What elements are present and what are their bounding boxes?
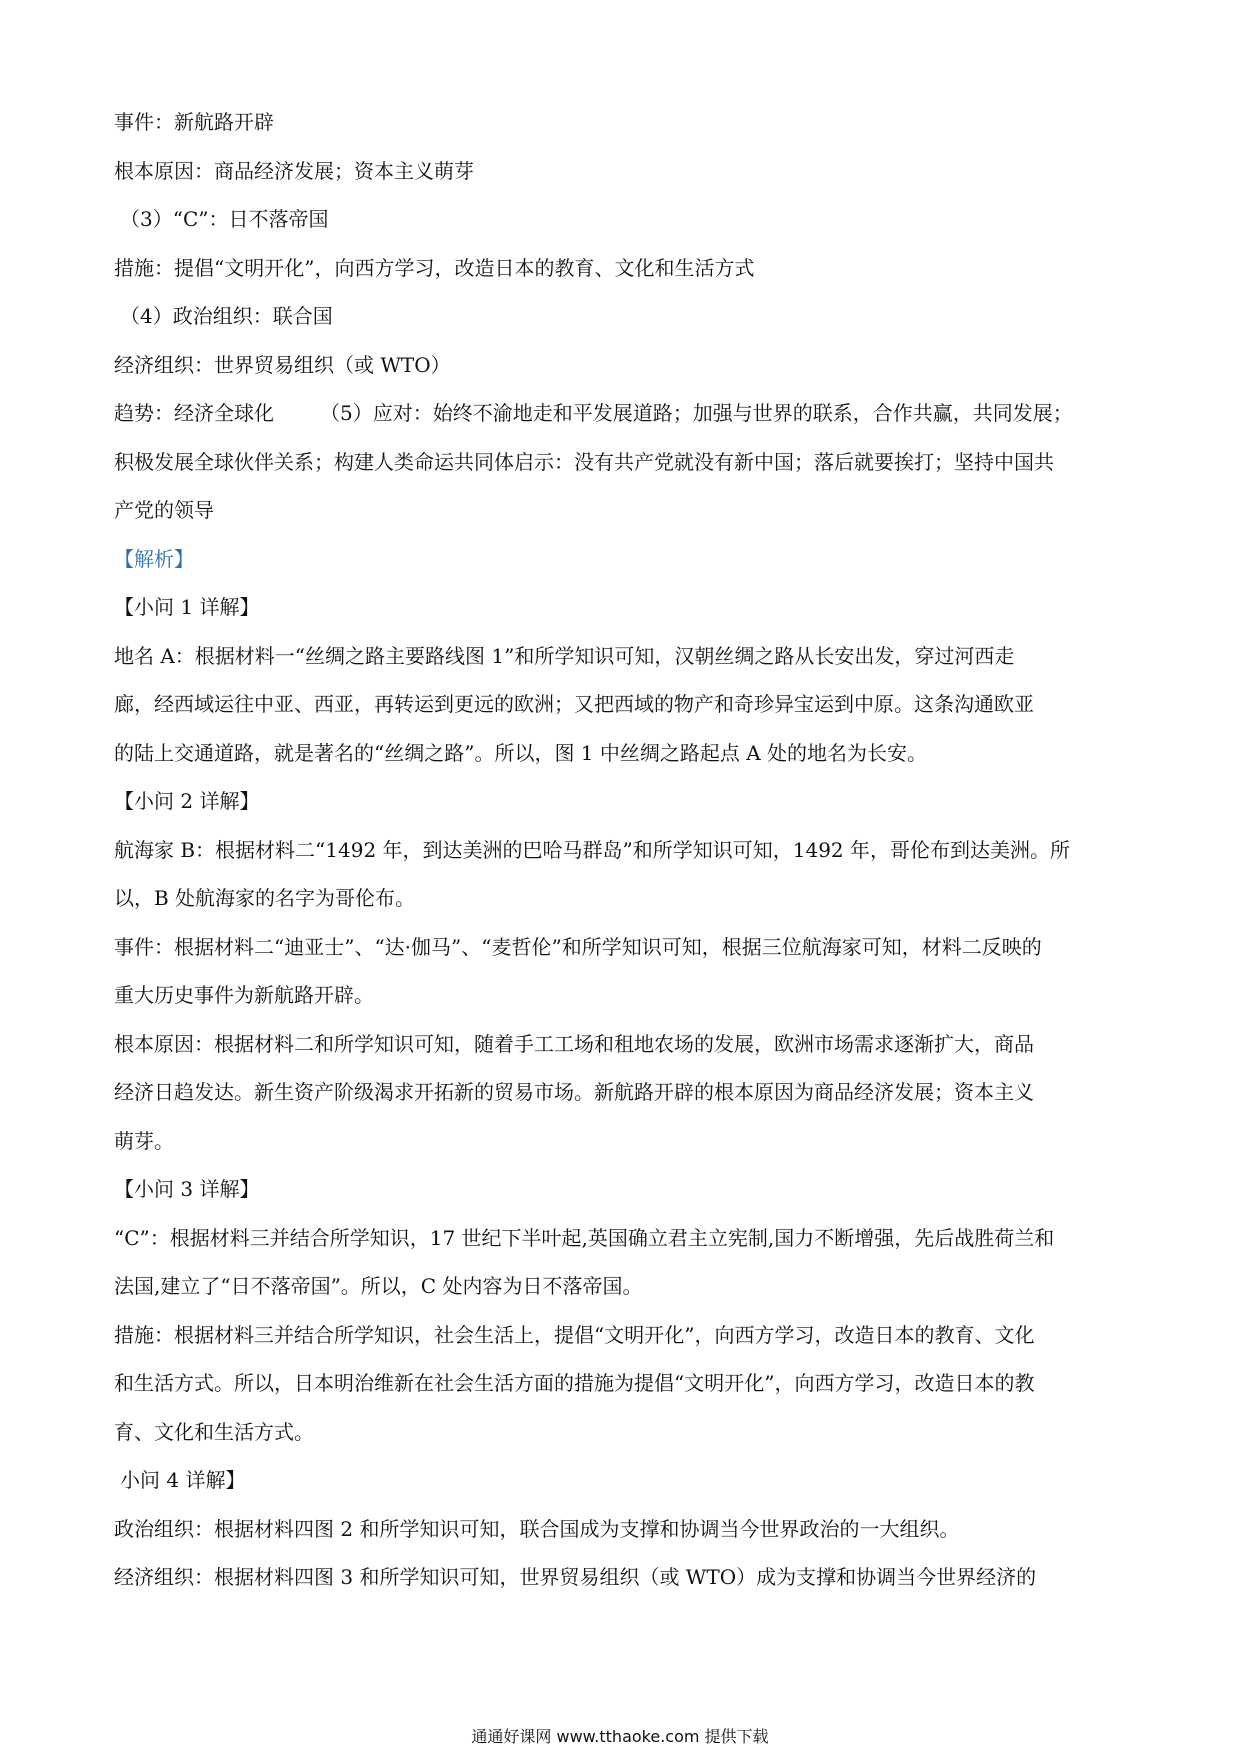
analysis-line: 重大历史事件为新航路开辟。 — [114, 983, 374, 1007]
sub-question-3-heading: 【小问 3 详解】 — [114, 1177, 260, 1201]
analysis-line: 和生活方式。所以，日本明治维新在社会生活方面的措施为提倡“文明开化”，向西方学习，改造日本的教 — [114, 1371, 1035, 1395]
analysis-line: 以，B 处航海家的名字为哥伦布。 — [114, 886, 416, 910]
response-text: （5）应对：始终不渝地走和平发展道路；加强与世界的联系，合作共赢，共同发展； — [320, 401, 1073, 425]
analysis-line: 法国,建立了“日不落帝国”。所以，C 处内容为日不落帝国。 — [114, 1274, 643, 1298]
analysis-heading: 【解析】 — [114, 546, 194, 571]
analysis-line: “C”：根据材料三并结合所学知识，17 世纪下半叶起,英国确立君主立宪制,国力不断增强，先后战胜荷兰和 — [114, 1225, 1055, 1250]
analysis-line: 地名 A：根据材料一“丝绸之路主要路线图 1”和所学知识可知，汉朝丝绸之路从长安出发，穿过河西走 — [114, 643, 1015, 668]
trend-text: 趋势：经济全球化 — [114, 401, 274, 425]
answer-line: 产党的领导 — [114, 498, 214, 522]
answer-line: 积极发展全球伙伴关系；构建人类命运共同体启示：没有共产党就没有新中国；落后就要挨打；坚持中国共 — [114, 449, 1054, 474]
answer-line: （3）“C”：日不落帝国 — [120, 207, 329, 231]
analysis-line: 的陆上交通道路，就是著名的“丝绸之路”。所以，图 1 中丝绸之路起点 A 处的地名为长安。 — [114, 740, 928, 765]
analysis-line: 政治组织：根据材料四图 2 和所学知识可知，联合国成为支撑和协调当今世界政治的一大组织。 — [114, 1516, 960, 1541]
sub-question-2-heading: 【小问 2 详解】 — [114, 789, 260, 813]
analysis-line: 措施：根据材料三并结合所学知识，社会生活上，提倡“文明开化”，向西方学习，改造日本的教育、文化 — [114, 1322, 1035, 1347]
sub-question-1-heading: 【小问 1 详解】 — [114, 595, 260, 619]
document-body — [114, 98, 1134, 1602]
answer-line: 根本原因：商品经济发展；资本主义萌芽 — [114, 158, 474, 183]
analysis-line: 萌芽。 — [114, 1128, 174, 1153]
answer-line: 事件：新航路开辟 — [114, 110, 274, 134]
answer-line: （4）政治组织：联合国 — [120, 304, 333, 328]
trend-line — [114, 389, 1134, 438]
analysis-line: 事件：根据材料二“迪亚士”、“达·伽马”、“麦哲伦”和所学知识可知，根据三位航海家可知，材料二反映的 — [114, 934, 1042, 959]
answer-line: 措施：提倡“文明开化”，向西方学习，改造日本的教育、文化和生活方式 — [114, 255, 755, 280]
analysis-line: 经济日趋发达。新生资产阶级渴求开拓新的贸易市场。新航路开辟的根本原因为商品经济发展；资本主义 — [114, 1080, 1034, 1104]
analysis-line: 廊，经西域运往中亚、西亚，再转运到更远的欧洲；又把西域的物产和奇珍异宝运到中原。这条沟通欧亚 — [114, 692, 1034, 716]
footer-watermark-text: 通通好课网 www.tthaoke.com 提供下载 — [471, 1727, 769, 1746]
analysis-line: 育、文化和生活方式。 — [114, 1419, 314, 1444]
analysis-line: 根本原因：根据材料二和所学知识可知，随着手工工场和租地农场的发展，欧洲市场需求逐渐扩大，商品 — [114, 1031, 1034, 1056]
analysis-line: 经济组织：根据材料四图 3 和所学知识可知，世界贸易组织（或 WTO）成为支撑和协调当今世界经济的 — [114, 1565, 1037, 1589]
analysis-line: 航海家 B：根据材料二“1492 年，到达美洲的巴哈马群岛”和所学知识可知，1492 年，哥伦布到达美洲。所 — [114, 837, 1071, 862]
sub-question-4-heading: 小问 4 详解】 — [120, 1468, 246, 1492]
answer-line: 经济组织：世界贸易组织（或 WTO） — [114, 352, 451, 377]
